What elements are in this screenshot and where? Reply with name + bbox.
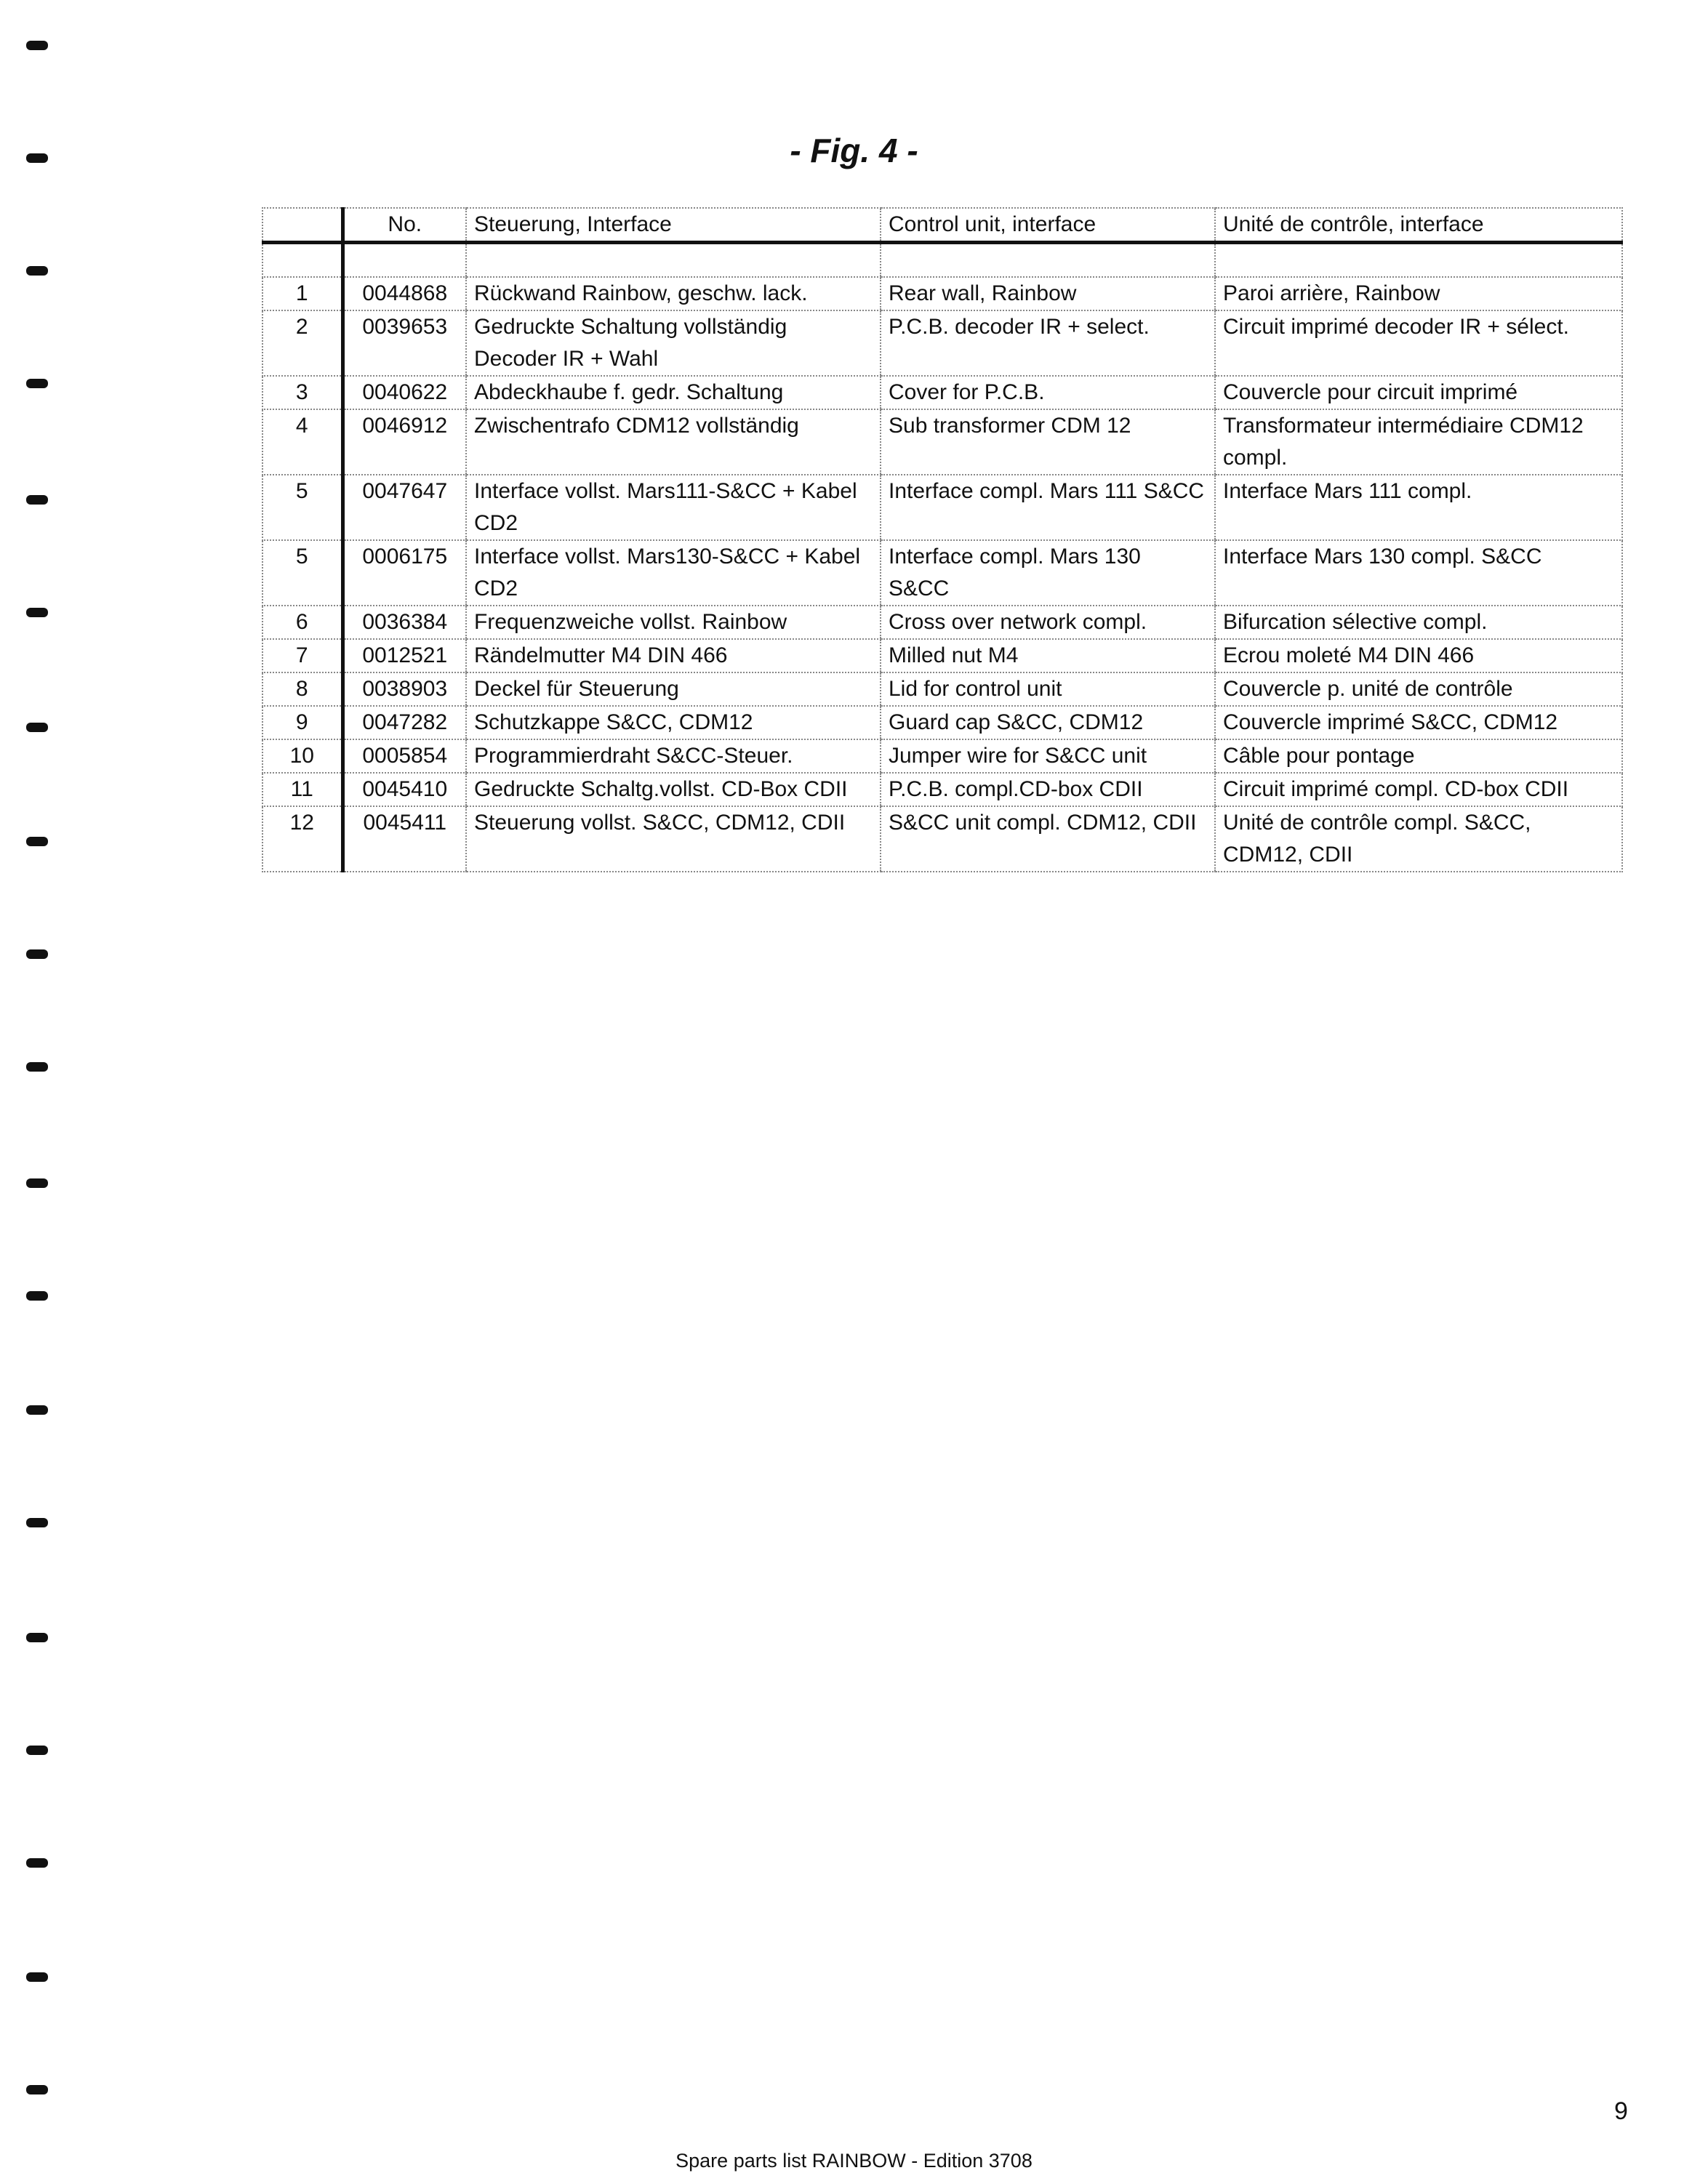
cell-german: Steuerung vollst. S&CC, CDM12, CDII — [466, 806, 881, 872]
punch-mark — [26, 1062, 48, 1072]
cell-french: Câble pour pontage — [1215, 739, 1622, 773]
cell-english: Guard cap S&CC, CDM12 — [881, 706, 1215, 739]
table-row — [262, 639, 1622, 672]
cell-position: 4 — [262, 409, 342, 475]
cell-french: Circuit imprimé compl. CD-box CDII — [1215, 773, 1622, 806]
header-french: Unité de contrôle, interface — [1215, 208, 1622, 243]
cell-french: Couvercle pour circuit imprimé — [1215, 376, 1622, 409]
table-row — [262, 806, 1622, 872]
cell-french: Interface Mars 130 compl. S&CC — [1215, 540, 1622, 606]
cell-part-number: 0045410 — [342, 773, 466, 806]
cell-german: Gedruckte Schaltg.vollst. CD-Box CDII — [466, 773, 881, 806]
cell-french: Couvercle imprimé S&CC, CDM12 — [1215, 706, 1622, 739]
cell-position: 7 — [262, 639, 342, 672]
table-row — [262, 706, 1622, 739]
punch-mark — [26, 608, 48, 617]
punch-mark — [26, 266, 48, 276]
punch-mark — [26, 2085, 48, 2094]
cell-german: Interface vollst. Mars111-S&CC + Kabel CD2 — [466, 475, 881, 540]
punch-mark — [26, 1746, 48, 1755]
cell-german: Rückwand Rainbow, geschw. lack. — [466, 277, 881, 310]
cell-position: 6 — [262, 606, 342, 639]
table-row — [262, 277, 1622, 310]
cell-part-number: 0038903 — [342, 672, 466, 706]
cell-english: Interface compl. Mars 130 S&CC — [881, 540, 1215, 606]
punch-mark — [26, 1291, 48, 1301]
cell-english: P.C.B. compl.CD-box CDII — [881, 773, 1215, 806]
cell-position: 9 — [262, 706, 342, 739]
punch-mark — [26, 1518, 48, 1527]
punch-mark — [26, 379, 48, 388]
cell-english: Interface compl. Mars 111 S&CC — [881, 475, 1215, 540]
punch-mark — [26, 1972, 48, 1982]
header-position — [262, 208, 342, 243]
cell-english: Sub transformer CDM 12 — [881, 409, 1215, 475]
footer: Spare parts list RAINBOW - Edition 3708 — [675, 2150, 1033, 2172]
punch-mark — [26, 41, 48, 50]
cell-position: 8 — [262, 672, 342, 706]
cell-german: Interface vollst. Mars130-S&CC + Kabel CD2 — [466, 540, 881, 606]
cell-part-number: 0047282 — [342, 706, 466, 739]
table-row — [262, 540, 1622, 606]
cell-german: Frequenzweiche vollst. Rainbow — [466, 606, 881, 639]
table-row — [262, 310, 1622, 376]
punch-mark — [26, 949, 48, 959]
table-row — [262, 376, 1622, 409]
spare-parts-table — [262, 207, 1623, 872]
cell-position: 11 — [262, 773, 342, 806]
cell-part-number: 0045411 — [342, 806, 466, 872]
cell-english: P.C.B. decoder IR + select. — [881, 310, 1215, 376]
cell-english: Cross over network compl. — [881, 606, 1215, 639]
cell-french: Unité de contrôle compl. S&CC, CDM12, CDII — [1215, 806, 1622, 872]
cell-french: Couvercle p. unité de contrôle — [1215, 672, 1622, 706]
cell-position: 1 — [262, 277, 342, 310]
cell-german: Abdeckhaube f. gedr. Schaltung — [466, 376, 881, 409]
table-row — [262, 672, 1622, 706]
page-number: 9 — [1614, 2097, 1628, 2125]
table-header-row — [262, 208, 1622, 243]
punch-mark — [26, 495, 48, 505]
punch-mark — [26, 1405, 48, 1415]
cell-german: Schutzkappe S&CC, CDM12 — [466, 706, 881, 739]
figure-title: - Fig. 4 - — [790, 132, 918, 169]
cell-part-number: 0044868 — [342, 277, 466, 310]
cell-position: 10 — [262, 739, 342, 773]
punch-mark — [26, 1858, 48, 1868]
cell-position: 2 — [262, 310, 342, 376]
cell-french: Circuit imprimé decoder IR + sélect. — [1215, 310, 1622, 376]
table-row — [262, 409, 1622, 475]
header-english: Control unit, interface — [881, 208, 1215, 243]
cell-position: 3 — [262, 376, 342, 409]
cell-english: Milled nut M4 — [881, 639, 1215, 672]
cell-german: Gedruckte Schaltung vollständig Decoder IR + Wahl — [466, 310, 881, 376]
cell-position: 5 — [262, 540, 342, 606]
cell-part-number: 0039653 — [342, 310, 466, 376]
spacer-row — [262, 243, 1622, 278]
cell-german: Rändelmutter M4 DIN 466 — [466, 639, 881, 672]
header-number: No. — [342, 208, 466, 243]
cell-english: Lid for control unit — [881, 672, 1215, 706]
cell-french: Ecrou moleté M4 DIN 466 — [1215, 639, 1622, 672]
cell-position: 12 — [262, 806, 342, 872]
table-row — [262, 606, 1622, 639]
cell-english: Cover for P.C.B. — [881, 376, 1215, 409]
cell-english: S&CC unit compl. CDM12, CDII — [881, 806, 1215, 872]
cell-french: Bifurcation sélective compl. — [1215, 606, 1622, 639]
table-row — [262, 773, 1622, 806]
cell-french: Paroi arrière, Rainbow — [1215, 277, 1622, 310]
cell-part-number: 0005854 — [342, 739, 466, 773]
cell-part-number: 0046912 — [342, 409, 466, 475]
cell-german: Programmierdraht S&CC-Steuer. — [466, 739, 881, 773]
punch-mark — [26, 723, 48, 732]
cell-part-number: 0036384 — [342, 606, 466, 639]
punch-mark — [26, 1178, 48, 1188]
cell-part-number: 0006175 — [342, 540, 466, 606]
cell-german: Deckel für Steuerung — [466, 672, 881, 706]
cell-french: Transformateur intermédiaire CDM12 compl. — [1215, 409, 1622, 475]
table-row — [262, 475, 1622, 540]
cell-english: Jumper wire for S&CC unit — [881, 739, 1215, 773]
table-body — [262, 243, 1622, 872]
punch-mark — [26, 837, 48, 846]
cell-french: Interface Mars 111 compl. — [1215, 475, 1622, 540]
cell-german: Zwischentrafo CDM12 vollständig — [466, 409, 881, 475]
cell-part-number: 0012521 — [342, 639, 466, 672]
cell-english: Rear wall, Rainbow — [881, 277, 1215, 310]
table-row — [262, 739, 1622, 773]
cell-part-number: 0047647 — [342, 475, 466, 540]
cell-position: 5 — [262, 475, 342, 540]
header-german: Steuerung, Interface — [466, 208, 881, 243]
punch-mark — [26, 1633, 48, 1642]
cell-part-number: 0040622 — [342, 376, 466, 409]
